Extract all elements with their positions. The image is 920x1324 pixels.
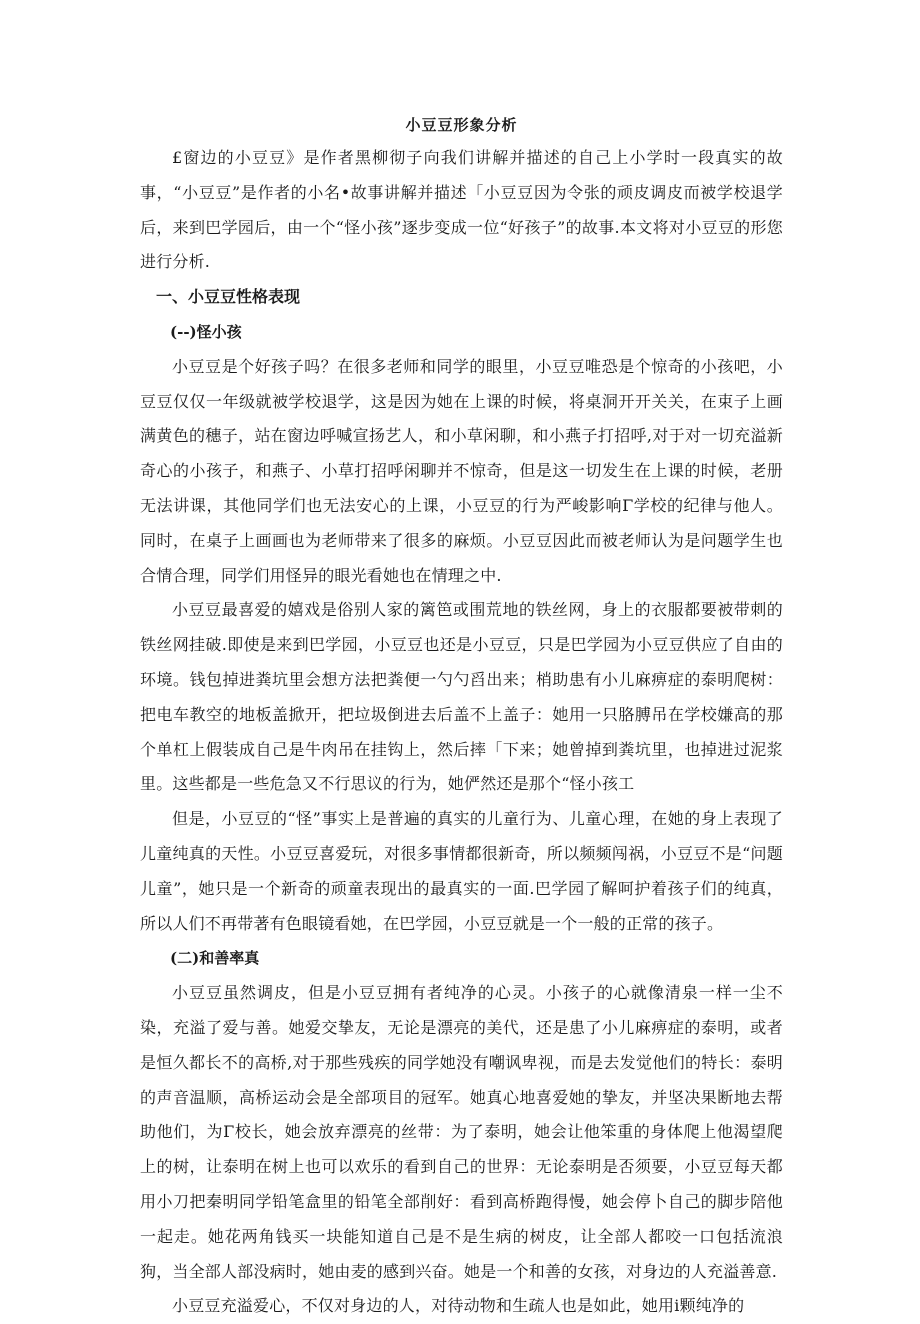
paragraph-favorite-games: 小豆豆最喜爱的嬉戏是俗别人家的篱笆或围荒地的铁丝网，身上的衣服都要被带刺的铁丝网挂破.即使是来到巴学园，小豆豆也还是小豆豆，只是巴学园为小豆豆供应了自由的环境。钱包掉进粪坑里会想方法把粪便一勺勺舀出来；梢助患有小儿麻痹症的泰明爬树：把电车教空的地板盖掀开，把垃圾倒进去后盖不上盖子：她用一只胳膊吊在学校嫌高的那个单杠上假装成自己是牛肉吊在挂钩上，然后摔「下来；她曾掉到粪坑里，也掉进过泥浆里。这些都是一些危急又不行思议的行为，她俨然还是那个“怪小孩工 [140, 600, 783, 794]
paragraph-loving-heart: 小豆豆充溢爱心，不仅对身边的人，对待动物和生疏人也是如此，她用i颗纯净的 [172, 1296, 745, 1316]
section-heading-personality: 一、小豆豆性格表现 [156, 287, 301, 307]
subheading-kind-honest: (二)和善率真 [170, 949, 260, 968]
paragraph-pure-heart: 小豆豆虽然调皮，但是小豆豆拥有者纯净的心灵。小孩子的心就像清泉一样一尘不染，充溢了爱与善。她爱交挚友，无论是漂亮的美代，还是患了小儿麻痹症的泰明，或者是恒久都长不的高桥,对于那些残疾的同学她没有嘲讽卑视，而是去发觉他们的特长：泰明的声音温顺，高桥运动会是全部项目的冠军。她真心地喜爱她的挚友，并坚决果断地去帮助他们，为Γ校长，她会放弃漂亮的丝带：为了泰明，她会让他笨重的身体爬上他渴望爬上的树，让泰明在树上也可以欢乐的看到自己的世界：无论泰明是否须要，小豆豆每天都用小刀把秦明同学铅笔盒里的铅笔全部削好：看到高桥跑得慢，她会停卜自己的脚步陪他一起走。她花两角钱买一块能知道自己是不是生病的树皮，让全部人都咬一口包括流浪狗，当全部人部没病时，她由麦的感到兴奋。她是一个和善的女孩，对身边的人充溢善意. [140, 983, 783, 1281]
intro-paragraph: £窗边的小豆豆》是作者黑柳彻子向我们讲解并描述的自己上小学时一段真实的故事，“小豆豆”是作者的小名•故事讲解并描述「小豆豆因为令张的顽皮调皮而被学校退学后，来到巴学园后，由一个“怪小孩”逐步变成一位“好孩子”的故事.本文将对小豆豆的形您进行分析. [140, 148, 783, 272]
subheading-strange-child: (--)怪小孩 [170, 322, 242, 341]
paragraph-childlike-nature: 但是，小豆豆的“怪”事实上是普遍的真实的儿童行为、儿童心理，在她的身上表现了儿童纯真的天性。小豆豆喜爱玩，对很多事情都很新奇，所以频频闯祸，小豆豆不是“问题儿童”，她只是一个新奇的顽童表现出的最真实的一面.巴学园了解呵护着孩子们的纯真，所以人们不再带著有色眼镜看她，在巴学园，小豆豆就是一个一般的正常的孩子。 [140, 809, 783, 933]
paragraph-good-child-question: 小豆豆是个好孩子吗？在很多老师和同学的眼里，小豆豆唯恐是个惊奇的小孩吧，小豆豆仅仅一年级就被学校退学，这是因为她在上课的时候，将桌洞开开关关，在束子上画满黄色的穗子，站在窗边呼喊宣扬艺人，和小草闲聊，和小燕子打招呼,对于对一切充溢新奇心的小孩子，和燕子、小草打招呼闲聊并不惊奇，但是这一切发生在上课的时候，老册无法讲课，其他同学们也无法安心的上课，小豆豆的行为严峻影响Γ学校的纪律与他人。同时，在桌子上画画也为老师带来了很多的麻烦。小豆豆因此而被老师认为是问题学生也合情合理，同学们用怪异的眼光看她也在情理之中. [140, 356, 783, 585]
document-title: 小豆豆形象分析 [405, 116, 518, 134]
document-page [140, 112, 783, 1324]
